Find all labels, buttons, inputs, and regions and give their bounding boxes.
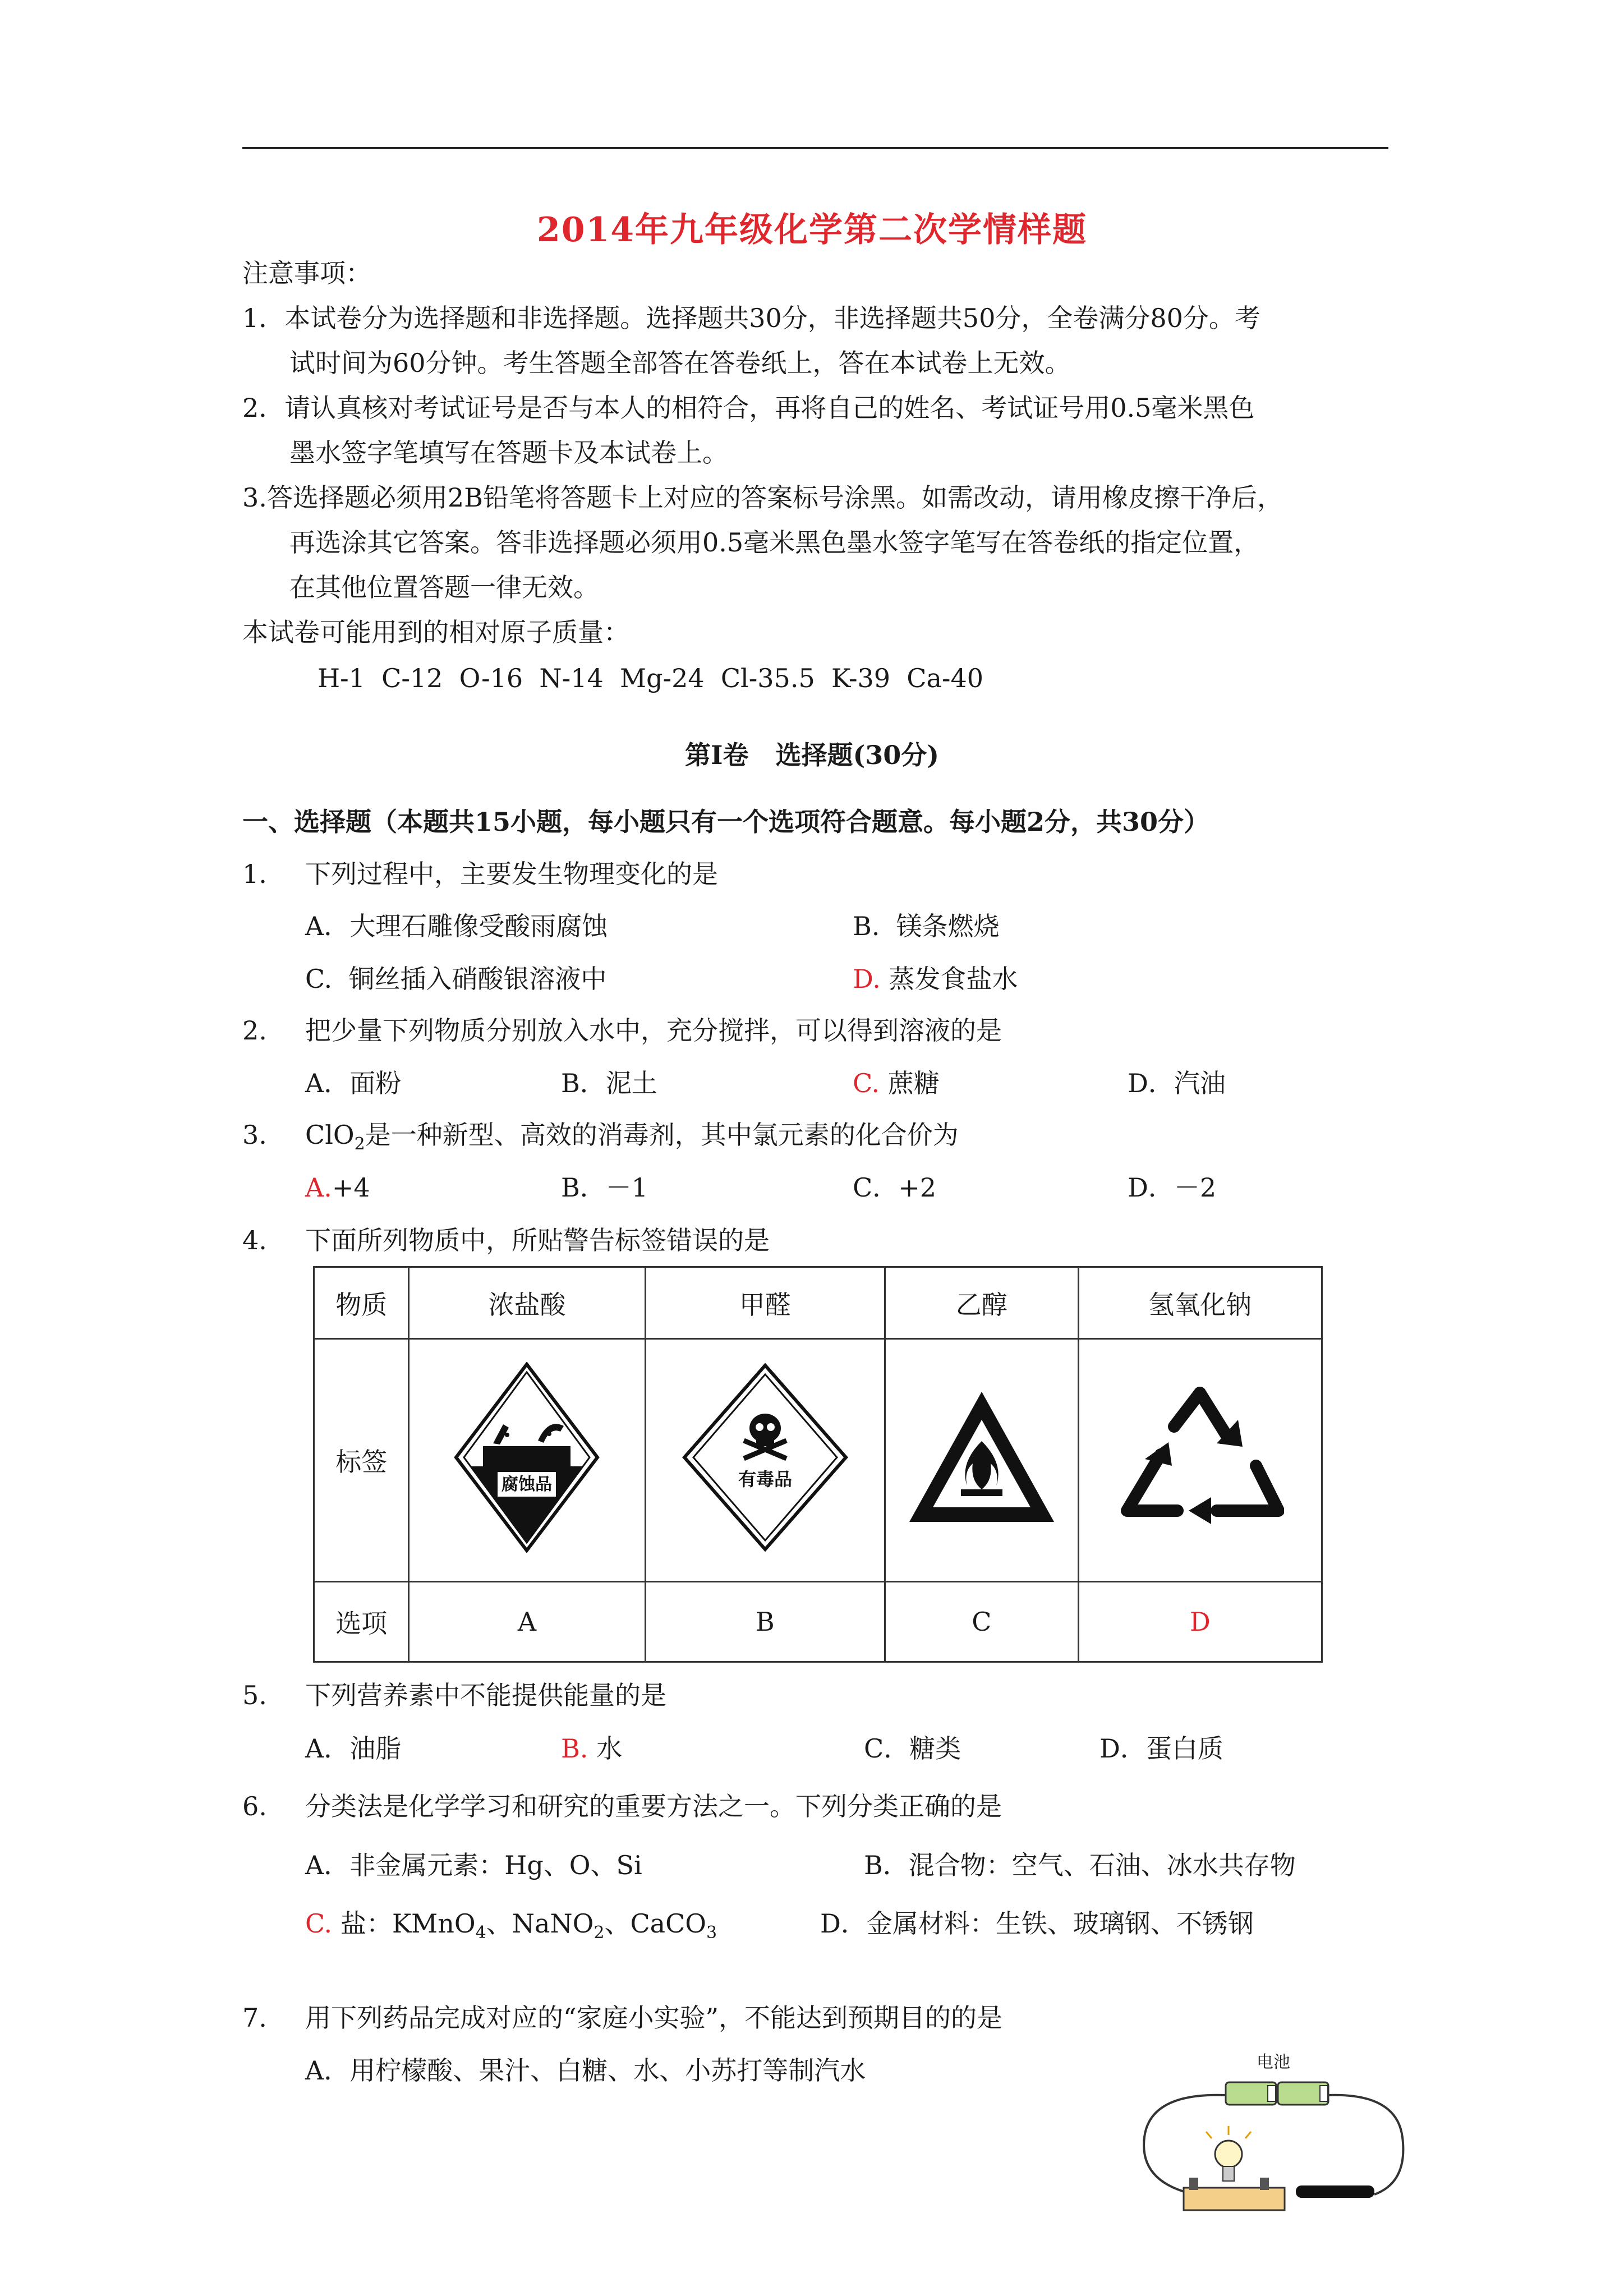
note-2-line-2: 墨水签字笔填写在答题卡及本试卷上。 [289,438,728,468]
q6-option-c-letter: C. [305,1908,333,1939]
section-1-title: 一、选择题（本题共15小题，每小题只有一个选项符合题意。每小题2分，共30分） [242,807,1210,837]
page-title: 2014年九年级化学第二次学情样题 [537,210,1087,250]
recycle-sign-cell [1078,1339,1322,1582]
q5-number: 5. [242,1680,267,1710]
option-cell: C [885,1582,1078,1662]
note-3-line-2: 再选涂其它答案。答非选择题必须用0.5毫米黑色墨水签字笔写在答卷纸的指定位置， [289,527,1260,558]
q2-option-b: B．泥土 [561,1068,657,1098]
q3-formula: ClO [305,1120,355,1150]
q4-stem: 下面所列物质中，所贴警告标签错误的是 [305,1225,770,1255]
q1-number: 1. [242,859,267,889]
q3-number: 3. [242,1120,267,1150]
q1-stem: 下列过程中，主要发生物理变化的是 [305,859,718,889]
header-rule [242,147,1388,149]
table-row-label [314,1339,1322,1582]
battery-icon [1226,2082,1328,2105]
terminal-left [1189,2178,1198,2190]
terminal-right [1260,2178,1269,2190]
q2-option-c [853,1069,940,1098]
note-1-line-2: 试时间为60分钟。考生答题全部答在答卷纸上，答在本试卷上无效。 [289,348,1071,378]
note-1-line-1: 1．本试卷分为选择题和非选择题。选择题共30分，非选择题共50分，全卷满分80分。考 [242,303,1260,333]
q3-formula-subscript: 2 [354,1134,365,1154]
q5-option-c: C．糖类 [864,1733,961,1764]
substance-cell: 浓盐酸 [409,1267,645,1339]
battery-label: 电池 [1257,2053,1290,2072]
q2-option-c-letter: C. [853,1068,880,1098]
q6-option-d: D．金属材料：生铁、玻璃钢、不锈钢 [820,1908,1254,1939]
q6-option-a: A．非金属元素：Hg、O、Si [305,1850,642,1880]
row-header-substance: 物质 [314,1267,409,1339]
q3-option-a-letter: A. [305,1172,332,1203]
q2-number: 2. [242,1015,267,1046]
q7-number: 7. [242,2003,267,2033]
toxic-sign-cell [645,1339,885,1582]
q1-option-c: C. 铜丝插入硝酸银溶液中 [305,964,607,994]
q2-option-c-text: 蔗糖 [887,1068,940,1098]
corrosive-sign-cell [409,1339,645,1582]
flammable-sign-cell [885,1339,1078,1582]
q1-option-d-letter: D. [853,964,881,994]
q3-option-a-text: +4 [332,1172,370,1203]
q6-option-c [305,1910,717,1942]
note-3-line-3: 在其他位置答题一律无效。 [289,572,599,602]
atomic-masses: H-1 C-12 O-16 N-14 Mg-24 Cl-35.5 K-39 Ca-40 [318,663,983,693]
q6-option-c-text-1: 盐：KMnO [340,1908,476,1939]
table-row-option [314,1582,1322,1662]
q2-stem: 把少量下列物质分别放入水中，充分搅拌，可以得到溶液的是 [305,1015,1002,1046]
q6-option-c-sub-3: 3 [706,1923,717,1943]
q2-option-d: D．汽油 [1128,1068,1226,1098]
q3-option-d: D．－2 [1128,1172,1217,1203]
q3-option-c: C．+2 [853,1172,937,1203]
q6-stem: 分类法是化学学习和研究的重要方法之一。下列分类正确的是 [305,1791,1002,1821]
toxic-label-text: 有毒品 [738,1468,792,1490]
q7-option-a: A．用柠檬酸、果汁、白糖、水、小苏打等制汽水 [305,2055,866,2086]
q6-number: 6. [242,1791,267,1821]
substance-cell: 甲醛 [645,1267,885,1339]
q1-option-d-text: 蒸发食盐水 [889,964,1018,994]
q3-option-b: B．－1 [561,1172,648,1203]
light-bulb-icon [1206,2126,1251,2181]
q5-option-b [561,1734,622,1763]
corrosive-warning-icon [454,1362,600,1553]
q1-option-a: A．大理石雕像受酸雨腐蚀 [305,911,608,941]
q7-stem: 用下列药品完成对应的“家庭小实验”，不能达到预期目的的是 [305,2003,1003,2033]
corrosive-label-text: 腐蚀品 [502,1474,553,1494]
option-cell: B [645,1582,885,1662]
part-1-title: 第Ⅰ卷 选择题(30分) [684,740,940,770]
graphite-rod [1296,2185,1374,2198]
toxic-warning-icon [681,1362,849,1553]
q6-option-c-sub-1: 4 [475,1923,486,1943]
note-3-line-1: 3.答选择题必须用2B铅笔将答题卡上对应的答案标号涂黑。如需改动，请用橡皮擦干净后， [242,482,1283,513]
q4-number: 4. [242,1225,267,1255]
warning-label-table [313,1266,1323,1663]
wooden-base [1184,2188,1285,2210]
notes-heading: 注意事项： [242,258,371,288]
q5-option-d: D．蛋白质 [1099,1733,1223,1764]
flammable-warning-icon [906,1387,1057,1527]
q1-option-b: B. 镁条燃烧 [853,911,1000,941]
recycle-icon [1116,1382,1284,1533]
q6-option-c-text-2: 、NaNO [486,1908,594,1939]
note-2-line-1: 2．请认真核对考试证号是否与本人的相符合，再将自己的姓名、考试证号用0.5毫米黑色 [242,393,1255,423]
q6-option-b: B．混合物：空气、石油、冰水共存物 [864,1850,1296,1880]
q1-option-d [853,965,1018,993]
substance-cell: 乙醇 [885,1267,1078,1339]
q3-option-a [305,1174,370,1202]
q6-option-c-sub-2: 2 [594,1923,605,1943]
q5-option-b-text: 水 [596,1733,623,1764]
q3-stem-text: 是一种新型、高效的消毒剂，其中氯元素的化合价为 [365,1120,959,1150]
q5-stem: 下列营养素中不能提供能量的是 [305,1680,666,1710]
option-cell: A [409,1582,645,1662]
option-cell-answer: D [1078,1582,1322,1662]
q5-option-b-letter: B. [561,1733,588,1764]
q3-stem [305,1121,959,1153]
q5-option-a: A．油脂 [305,1733,402,1764]
substance-cell: 氢氧化钠 [1078,1267,1322,1339]
q2-option-a: A．面粉 [305,1068,402,1098]
atomic-mass-heading: 本试卷可能用到的相对原子质量： [242,617,629,647]
battery-circuit-figure [1128,2047,1419,2233]
row-header-option: 选项 [314,1582,409,1662]
row-header-label: 标签 [314,1339,409,1582]
table-row-substance [314,1267,1322,1339]
q6-option-c-text-3: 、CaCO [604,1908,706,1939]
